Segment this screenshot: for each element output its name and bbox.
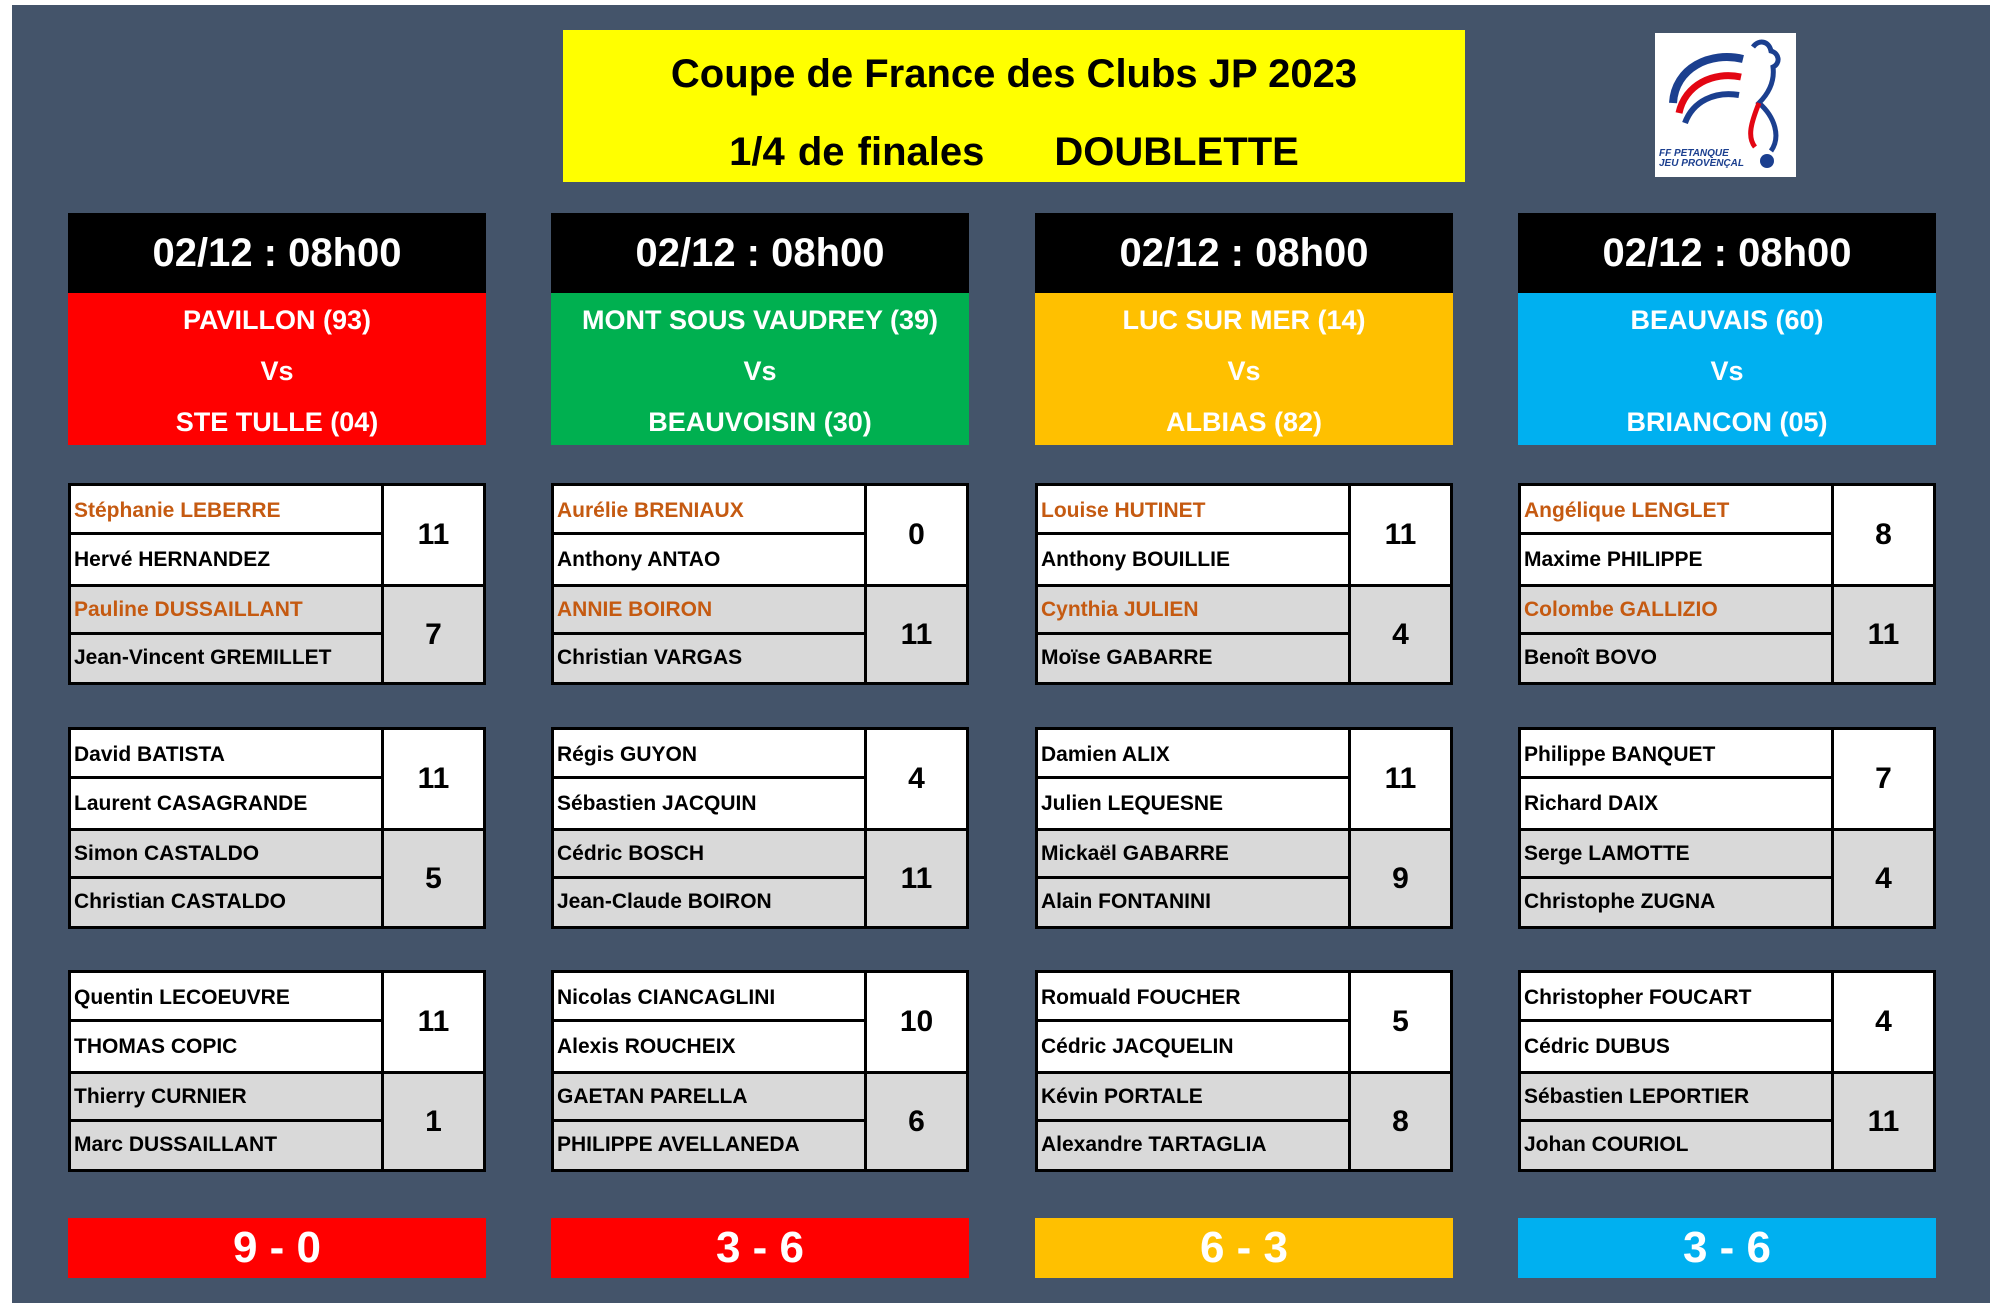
player-name: Moïse GABARRE xyxy=(1041,646,1213,669)
home-pair xyxy=(71,730,483,828)
final-score: 9 - 0 xyxy=(68,1218,486,1278)
player-name: Pauline DUSSAILLANT xyxy=(71,587,381,635)
player-name: Kévin PORTALE xyxy=(1038,1074,1348,1122)
teams-panel xyxy=(1518,293,1936,445)
match-datetime: 02/12 : 08h00 xyxy=(68,213,486,293)
player-name: Romuald FOUCHER xyxy=(1038,973,1348,1022)
away-team: ALBIAS (82) xyxy=(1165,407,1322,437)
final-score: 3 - 6 xyxy=(551,1218,969,1278)
home-team: MONT SOUS VAUDREY (39) xyxy=(581,305,939,335)
home-pair xyxy=(71,973,483,1071)
logo-text: FF PETANQUE JEU PROVENÇAL xyxy=(1659,148,1745,169)
away-pair xyxy=(1038,584,1450,682)
pair-score: 11 xyxy=(1348,486,1450,584)
match-column xyxy=(1035,213,1453,1156)
pair-score: 11 xyxy=(1831,587,1933,682)
pair-score: 7 xyxy=(1831,730,1933,828)
format-label: DOUBLETTE xyxy=(1054,130,1299,174)
away-team: BRIANCON (05) xyxy=(1626,407,1828,437)
pair-score: 11 xyxy=(864,831,966,926)
doublette-match xyxy=(1518,970,1936,1172)
away-pair xyxy=(1521,584,1933,682)
match-datetime: 02/12 : 08h00 xyxy=(1035,213,1453,293)
pair-score: 11 xyxy=(1831,1074,1933,1169)
away-pair xyxy=(554,828,966,926)
player-name: Christophe ZUGNA xyxy=(1524,890,1716,913)
home-team: PAVILLON (93) xyxy=(182,305,371,335)
away-pair xyxy=(71,584,483,682)
player-name: Benoît BOVO xyxy=(1524,646,1658,669)
player-name: Alexandre TARTAGLIA xyxy=(1041,1133,1267,1156)
player-name: Jean-Vincent GREMILLET xyxy=(74,646,332,669)
pair-score: 9 xyxy=(1348,831,1450,926)
player-name: Stéphanie LEBERRE xyxy=(71,486,381,535)
player-name: Mickaël GABARRE xyxy=(1038,831,1348,879)
pair-score: 4 xyxy=(1348,587,1450,682)
away-team: BEAUVOISIN (30) xyxy=(648,407,872,437)
player-name: Cédric DUBUS xyxy=(1524,1035,1670,1058)
vs-label: Vs xyxy=(1710,356,1744,386)
away-team: STE TULLE (04) xyxy=(175,407,379,437)
player-name: Quentin LECOEUVRE xyxy=(71,973,381,1022)
pair-score: 7 xyxy=(381,587,483,682)
pair-score: 5 xyxy=(381,831,483,926)
doublette-match xyxy=(551,727,969,929)
pair-score: 6 xyxy=(864,1074,966,1169)
pair-score: 11 xyxy=(864,587,966,682)
home-pair xyxy=(554,486,966,584)
pair-score: 11 xyxy=(381,973,483,1071)
home-pair xyxy=(71,486,483,584)
pair-score: 4 xyxy=(864,730,966,828)
player-name: Philippe BANQUET xyxy=(1521,730,1831,779)
player-name: Maxime PHILIPPE xyxy=(1524,548,1703,571)
pair-score: 5 xyxy=(1348,973,1450,1071)
doublette-match xyxy=(68,483,486,685)
home-team: LUC SUR MER (14) xyxy=(1122,305,1366,335)
player-name: Christopher FOUCART xyxy=(1521,973,1831,1022)
doublette-match xyxy=(1518,727,1936,929)
player-name: Nicolas CIANCAGLINI xyxy=(554,973,864,1022)
player-name: Hervé HERNANDEZ xyxy=(74,548,271,571)
player-name: Julien LEQUESNE xyxy=(1041,792,1224,815)
pair-score: 4 xyxy=(1831,831,1933,926)
player-name: Sébastien LEPORTIER xyxy=(1521,1074,1831,1122)
pair-score: 11 xyxy=(381,486,483,584)
player-name: Alexis ROUCHEIX xyxy=(557,1035,736,1058)
away-pair xyxy=(1521,828,1933,926)
match-datetime: 02/12 : 08h00 xyxy=(1518,213,1936,293)
round-label: 1/4 de finales xyxy=(729,130,985,174)
home-pair xyxy=(1521,486,1933,584)
pair-score: 8 xyxy=(1831,486,1933,584)
player-name: Jean-Claude BOIRON xyxy=(557,890,772,913)
player-name: Johan COURIOL xyxy=(1524,1133,1689,1156)
vs-label: Vs xyxy=(743,356,777,386)
pair-score: 1 xyxy=(381,1074,483,1169)
home-pair xyxy=(1521,973,1933,1071)
doublette-match xyxy=(68,727,486,929)
home-team: BEAUVAIS (60) xyxy=(1630,305,1824,335)
player-name: Cédric JACQUELIN xyxy=(1041,1035,1234,1058)
doublette-match xyxy=(1035,483,1453,685)
pair-score: 0 xyxy=(864,486,966,584)
teams-panel xyxy=(68,293,486,445)
home-pair xyxy=(1038,973,1450,1071)
player-name: ANNIE BOIRON xyxy=(554,587,864,635)
pair-score: 11 xyxy=(1348,730,1450,828)
player-name: Christian VARGAS xyxy=(557,646,743,669)
doublette-match xyxy=(1518,483,1936,685)
away-pair xyxy=(71,828,483,926)
away-pair xyxy=(1038,828,1450,926)
away-pair xyxy=(554,584,966,682)
doublette-match xyxy=(68,970,486,1172)
player-name: Marc DUSSAILLANT xyxy=(74,1133,278,1156)
vs-label: Vs xyxy=(1227,356,1261,386)
pair-score: 8 xyxy=(1348,1074,1450,1169)
home-pair xyxy=(1521,730,1933,828)
round-format-line xyxy=(563,130,1465,175)
player-name: David BATISTA xyxy=(71,730,381,779)
vs-label: Vs xyxy=(260,356,294,386)
match-column xyxy=(551,213,969,1156)
pair-score: 4 xyxy=(1831,973,1933,1071)
player-name: Aurélie BRENIAUX xyxy=(554,486,864,535)
match-datetime: 02/12 : 08h00 xyxy=(551,213,969,293)
player-name: Laurent CASAGRANDE xyxy=(74,792,308,815)
player-name: Christian CASTALDO xyxy=(74,890,286,913)
home-pair xyxy=(554,730,966,828)
player-name: Colombe GALLIZIO xyxy=(1521,587,1831,635)
player-name: Louise HUTINET xyxy=(1038,486,1348,535)
away-pair xyxy=(1038,1071,1450,1169)
results-board xyxy=(12,5,1990,1303)
player-name: GAETAN PARELLA xyxy=(554,1074,864,1122)
away-pair xyxy=(71,1071,483,1169)
player-name: Serge LAMOTTE xyxy=(1521,831,1831,879)
home-pair xyxy=(1038,486,1450,584)
doublette-match xyxy=(551,483,969,685)
home-pair xyxy=(1038,730,1450,828)
player-name: Simon CASTALDO xyxy=(71,831,381,879)
away-pair xyxy=(1521,1071,1933,1169)
player-name: Anthony BOUILLIE xyxy=(1041,548,1230,571)
doublette-match xyxy=(1035,727,1453,929)
ff-petanque-logo xyxy=(1655,33,1796,177)
home-pair xyxy=(554,973,966,1071)
player-name: Cynthia JULIEN xyxy=(1038,587,1348,635)
teams-panel xyxy=(551,293,969,445)
title-banner xyxy=(563,30,1465,182)
player-name: Thierry CURNIER xyxy=(71,1074,381,1122)
player-name: Alain FONTANINI xyxy=(1041,890,1211,913)
match-column xyxy=(1518,213,1936,1156)
player-name: Anthony ANTAO xyxy=(557,548,721,571)
pair-score: 10 xyxy=(864,973,966,1071)
player-name: Sébastien JACQUIN xyxy=(557,792,757,815)
away-pair xyxy=(554,1071,966,1169)
page-title: Coupe de France des Clubs JP 2023 xyxy=(670,52,1358,96)
doublette-match xyxy=(1035,970,1453,1172)
player-name: THOMAS COPIC xyxy=(74,1035,238,1058)
player-name: Damien ALIX xyxy=(1038,730,1348,779)
match-column xyxy=(68,213,486,1156)
player-name: Régis GUYON xyxy=(554,730,864,779)
player-name: PHILIPPE AVELLANEDA xyxy=(557,1133,800,1156)
player-name: Richard DAIX xyxy=(1524,792,1659,815)
player-name: Angélique LENGLET xyxy=(1521,486,1831,535)
final-score: 6 - 3 xyxy=(1035,1218,1453,1278)
final-score: 3 - 6 xyxy=(1518,1218,1936,1278)
pair-score: 11 xyxy=(381,730,483,828)
doublette-match xyxy=(551,970,969,1172)
player-name: Cédric BOSCH xyxy=(554,831,864,879)
teams-panel xyxy=(1035,293,1453,445)
